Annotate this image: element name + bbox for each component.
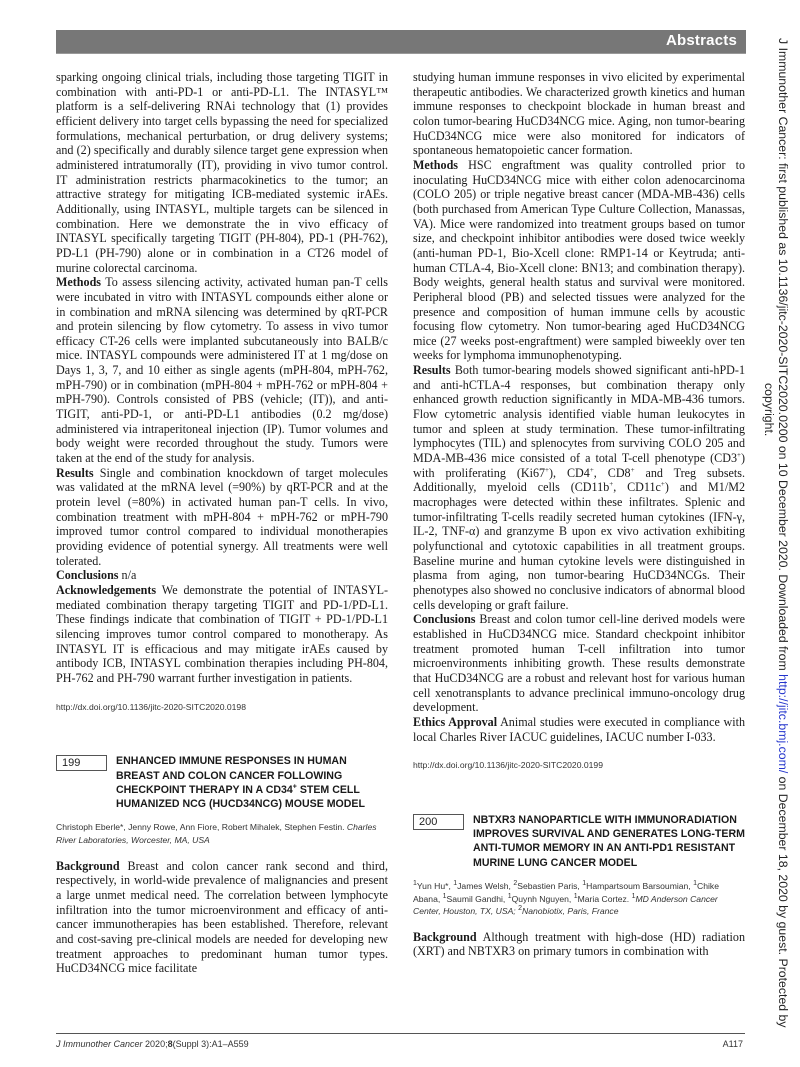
affil-sup: 1: [631, 892, 636, 900]
conclusions-text: n/a: [118, 568, 137, 583]
abstract-198-acknowledgements: [56, 583, 388, 686]
section-title: Abstracts: [666, 32, 737, 49]
side-note-text: J Immunother Cancer: first published as 10.1136/jitc-2020-SITC2020.0200 on 10 December 2020. Downloaded from: [776, 38, 790, 675]
affil-sup: 1: [442, 892, 447, 900]
ethics-label: Ethics Approval: [413, 714, 498, 729]
footer-citation: [56, 1039, 249, 1049]
affiliation: Charles River Laboratories, Worcester, MA, USA: [56, 822, 377, 845]
background-label: Background: [413, 929, 477, 944]
abstract-199-authors: [56, 821, 388, 846]
affil-sup: 2: [513, 880, 518, 888]
citation-year: 2020;: [142, 1039, 168, 1049]
affil-sup: 1: [573, 892, 578, 900]
side-note-text: on December 18, 2020 by guest. Protected by: [776, 773, 790, 1028]
background-text: Although treatment with high-dose (HD) radiation (XRT) and NBTXR3 on primary tumors in combination with: [413, 929, 745, 959]
results-label: Results: [56, 465, 94, 480]
results-text: ), CD4: [549, 465, 590, 480]
superscript: +: [737, 451, 741, 460]
abstract-200-title: NBTXR3 NANOPARTICLE WITH IMMUNORADIATION IMPROVES SURVIVAL AND GENERATES LONG-TERM ANTI-TUMOR MEMORY IN AN ANTI-PD1 RESISTANT MURINE LUNG CANCER MODEL: [473, 813, 745, 869]
background-text: Breast and colon cancer rank second and third, respectively, in world-wide prevalence of malignancies and present a large unmet medical need. The correlation between lymphocyte infiltration into the tumor microenvironment and efficacy of anti-cancer immunotherapies has been established. Therefore, relevant and cost-saving pre-clinical models are needed for developing new treatment approaches to predominant human tumor types. HuCD34NCG mice facilitate: [56, 858, 388, 976]
acknowledgements-text: We demonstrate the potential of INTASYL-mediated combination therapy targeting TIGIT and PD-1/PD-L1. These findings indicate that combination of TIGIT + PD-1/PD-L1 silencing improves tumor control compared to monotherapy. As INTASYL IT is efficacious and may mitigate irAEs caused by antibody ICB, INTASYL combination therapies including PH-804, PH-762 and PH-790 warrant further investigation in patients.: [56, 582, 388, 685]
doi-link-0198[interactable]: http://dx.doi.org/10.1136/jitc-2020-SITC2020.0198: [56, 701, 246, 712]
superscript: +: [589, 465, 594, 474]
side-note-copyright: copyright.: [762, 383, 776, 437]
affil-sup: 1: [693, 880, 698, 888]
author: Sebastien Paris,: [517, 881, 583, 892]
section-header-bar: [56, 30, 746, 54]
results-label: Results: [413, 363, 451, 378]
results-text: Both tumor-bearing models showed significant anti-hPD-1 and anti-hCTLA-4 responses, but combination therapy only enhanced growth reduction significantly in MDA-MB-436 tumors. Flow cytometric analysis identified viable human leukocytes in tumor and spleen at study termination. These tumor-infiltrating lymphocytes (TIL) and splenocytes from surviving COLO 205 and MDA-MB-436 mice consisted of a total T-cell phenotype (CD3: [413, 363, 745, 466]
methods-text: To assess silencing activity, activated human pan-T cells were incubated in vitro with INTASYL compounds either alone or in combination and mRNA silencing was determined by qRT-PCR and protein silencing by flow cytometry. To assess in vivo tumor efficacy CT-26 cells were implanted subcutaneously into BALB/c mice. INTASYL compounds were administered IT at 1 mg/dose on Days 1, 3, 7, and 10 either as single agents (mPH-804, mPH-762, mPH-790) or in combination (mPH-804 + mPH-762 or mPH-804 + mPH-790). Controls consisted of PBS (vehicle; (IT)), and anti-TIGIT, anti-PD-1, or anti-PD-L1 antibodies (0.2 mg/dose) administered via intraperitoneal injection (IP). Tumor volumes and body weight were recorded throughout the study. Tumors were taken at the end of the study for analysis.: [56, 275, 388, 466]
ethics-text: Animal studies were executed in compliance with local Charles River IACUC guidelines, IACUC number I-033.: [413, 714, 745, 744]
results-text: ) with proliferating (Ki67: [413, 451, 745, 480]
author: Hampartsoum Barsoumian,: [586, 881, 694, 892]
results-text: and Treg subsets. Additionally, myeloid cells (CD11b: [413, 465, 745, 495]
abstract-198-conclusions: [56, 568, 388, 583]
conclusions-label: Conclusions: [413, 612, 476, 627]
results-text: , CD11c: [613, 480, 661, 495]
doi-link-0199[interactable]: http://dx.doi.org/10.1136/jitc-2020-SITC2020.0199: [413, 760, 603, 771]
abstract-number-box: 200: [413, 814, 464, 830]
abstract-200-background: [413, 930, 745, 959]
copyright-side-note: [762, 38, 790, 1058]
footer-divider: [56, 1033, 745, 1034]
citation-pages: (Suppl 3):A1–A559: [172, 1039, 249, 1049]
right-column: [413, 70, 745, 959]
affiliation: Nanobiotix, Paris, France: [522, 906, 619, 917]
abstract-200-heading: [413, 813, 745, 870]
conclusions-text: Breast and colon tumor cell-line derived models were established in HuCD34NCG mice. Standard checkpoint inhibitor treatment promoted human T-cell infiltration into tumor microenvironments inhibiting growth. These results demonstrate that HuCD34NCG are a robust and relevant host for various human cell xenotransplants to advance preclinical immuno-oncology drug development.: [413, 612, 745, 715]
abstract-199-results: [413, 363, 745, 612]
abstract-198-methods: [56, 275, 388, 466]
journal-name: J Immunother Cancer: [56, 1039, 143, 1049]
page-number: A117: [722, 1039, 743, 1049]
author: Quynh Nguyen,: [511, 893, 574, 904]
author: Maria Cortez.: [577, 893, 632, 904]
superscript: +: [630, 465, 635, 474]
conclusions-label: Conclusions: [56, 568, 119, 583]
affiliation: MD Anderson Cancer Center, Houston, TX, USA;: [413, 893, 718, 917]
affil-sup: 1: [413, 880, 417, 888]
superscript: +: [545, 465, 549, 474]
superscript: +: [609, 480, 614, 489]
abstract-198-continuation: sparking ongoing clinical trials, including those targeting TIGIT in combination with anti-PD-1 or anti-PD-L1. The INTASYL™ platform is a self-delivering RNAi technology that (1) provides efficient delivery into target cells bypassing the need for specialized formulations, mechanical perturbation, or drug delivery systems; and (2) specifically and durably silence target gene expression when administered intratumorally (IT), providing in vivo tumor control. IT administration restricts pharmacokinetics to the tumor; an attractive strategy for mitigating ICB-mediated systemic irAEs. Additionally, using INTASYL, multiple targets can be silenced in combination. Here we demonstrate the in vivo efficacy of INTASYL specifically targeting TIGIT (PH-804), PD-1 (PH-762), PD-L1 (PH-790) alone or in combination in a CT26 model of murine colorectal carcinoma.: [56, 70, 388, 275]
affil-sup: 2: [518, 905, 522, 913]
superscript: +: [660, 480, 665, 489]
abstract-200-authors: [413, 880, 745, 918]
title-text: STEM CELL HUMANIZED NCG (HUCD34NCG) MOUSE MODEL: [116, 783, 365, 811]
affil-sup: 1: [507, 892, 512, 900]
abstract-199-title: [116, 754, 388, 811]
methods-label: Methods: [413, 157, 459, 172]
abstract-199-background: [56, 859, 388, 976]
abstract-199-ethics: [413, 715, 745, 744]
results-text: Single and combination knockdown of target molecules was validated at the mRNA level (=90%) by qRT-PCR and at the protein level (=80%) in activated human pan-T cells. In vivo, combination treatment with mPH-804 + mPH-762 or mPH-790 improved tumor control compared to individual monotherapies providing evidence of potential synergy. All treatments were well tolerated.: [56, 465, 388, 568]
affil-sup: 1: [582, 880, 587, 888]
title-superscript: +: [292, 783, 297, 791]
author-list: Christoph Eberle*, Jenny Rowe, Ann Fiore, Robert Mihalek, Stephen Festin.: [56, 822, 347, 833]
left-column: [56, 70, 388, 976]
citation-volume: 8: [167, 1039, 173, 1049]
author: Yun Hu*,: [416, 881, 454, 892]
background-label: Background: [56, 858, 120, 873]
abstract-199-conclusions: [413, 612, 745, 715]
results-text: , CD8: [593, 465, 631, 480]
author: Saumil Gandhi,: [446, 893, 508, 904]
methods-text: HSC engraftment was quality controlled prior to inoculating HuCD34NCG mice with either colon adenocarcinoma (COLO 205) or triple negative breast cancer (MDA-MB-436) cells (both purchased from American Type Culture Collection, Manassas, VA). Mice were randomized into treatment groups based on tumor size, and checkpoint inhibitor antibodies were dosed twice weekly (anti-human PD-1, Bio-Xcell clone: RMP1-14 or Keytruda; anti-human CTLA-4, Bio-Xcell clone: BN13; and combination therapy). Body weights, general health status and survival were monitored. Peripheral blood (PB) and selected tissues were analyzed for the presence and composition of human immune cells by acoustic focusing flow cytometry. Non tumor-bearing aged HuCD34NCG mice (27 weeks post-engraftment) were sampled biweekly over ten weeks for lymphoma immunophenotyping.: [413, 157, 745, 363]
acknowledgements-label: Acknowledgements: [56, 582, 157, 597]
title-text: ENHANCED IMMUNE RESPONSES IN HUMAN BREAST AND COLON CANCER FOLLOWING CHECKPOINT THERAPY IN A CD34: [116, 755, 347, 796]
abstract-number-box: 199: [56, 755, 107, 771]
author: Chike Abana,: [413, 881, 719, 904]
jitc-link[interactable]: http://jitc.bmj.com/: [776, 674, 790, 774]
abstract-199-methods: [413, 158, 745, 363]
author: James Welsh,: [457, 881, 514, 892]
methods-label: Methods: [56, 275, 102, 290]
abstract-199-heading: [56, 754, 388, 811]
abstract-199-continuation: studying human immune responses in vivo elicited by experimental therapeutic antibodies. We characterized growth kinetics and human immune responses to checkpoint blockade in human breast and colon tumor-bearing HuCD34NCG mice. Aging, non tumor-bearing HuCD34NCG mice were also monitored for indicators of spontaneous hematopoietic cancer formation.: [413, 70, 745, 158]
abstract-198-results: [56, 466, 388, 569]
affil-sup: 1: [453, 880, 458, 888]
results-text: ) and M1/M2 macrophages were detected within these infiltrates. Splenic and tumor-infiltrating T-cells readily secreted human cytokines (IFN-γ, IL-2, TNF-α) and granzyme B upon ex vivo activation exhibiting polyfunctional and cytotoxic capabilities in all treatment groups. Baseline murine and human cytokine levels were distinguished in plasma from aging, non tumor-bearing HuCD34NCGs. Their phenotypes also showed no conclusive indicators of abnormal blood cells developing or graft failure.: [413, 480, 745, 612]
